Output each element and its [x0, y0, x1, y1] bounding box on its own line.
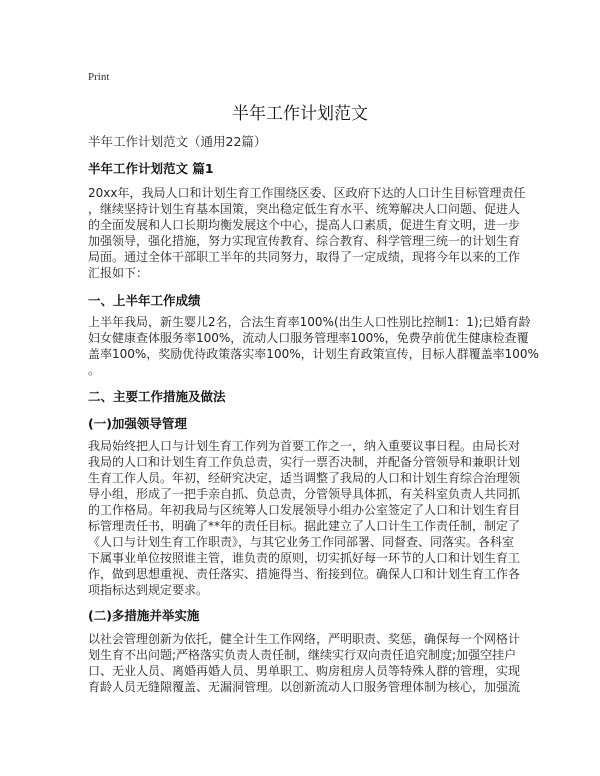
- paragraph-line: 作，做到思想重视、责任落实、措施得当、衔接到位。确保人口和计划生育工作各: [88, 567, 521, 581]
- paragraph-line: 20xx年，我局人口和计划生育工作围绕区委、区政府下达的人口计生目标管理责任: [88, 186, 526, 200]
- paragraph-line: 盖率100%，奖励优待政策落实率100%，计划生育政策宣传，目标人群覆盖率100%: [88, 347, 539, 361]
- paragraph-line: 的全面发展和人口长期均衡发展这个中心，提高人口素质，促进生育文明，进一步: [88, 218, 521, 232]
- paragraph-line: 我局始终把人口与计划生育工作列为首要工作之一，纳入重要议事日程。由局长对: [88, 439, 521, 453]
- paragraph-line: 下属事业单位按照谁主管，谁负责的原则，切实抓好每一环节的人口和计划生育工: [88, 551, 521, 565]
- paragraph-line: 项指标达到规定要求。: [88, 583, 209, 597]
- intro-paragraph: [88, 185, 526, 281]
- paragraph-line: 我局的人口和计划生育工作负总责，实行一票否决制，并配备分管领导和兼职计划: [88, 455, 521, 469]
- heading-results: 一、上半年工作成绩: [88, 293, 201, 308]
- section-title: 半年工作计划范文 篇1: [88, 161, 214, 176]
- paragraph-line: 生育工作人员。年初，经研究决定，适当调整了我局的人口和计划生育综合治理领: [88, 471, 521, 485]
- paragraph-line: 妇女健康查体服务率100%，流动人口服务管理率100%，免费孕前优生健康检查覆: [88, 331, 529, 345]
- paragraph-line: 《人口与计划生育工作职责》，与其它业务工作同部署、同督查、同落实。各科室: [88, 535, 515, 549]
- measures-paragraph: [88, 631, 521, 695]
- paragraph-line: 加强领导，强化措施，努力实现宣传教育、综合教育、科学管理三统一的计划生育: [88, 234, 521, 248]
- paragraph-line: 上半年我局，新生婴儿2名，合法生育率100%(出生人口性别比控制1：1);已婚育龄: [88, 315, 531, 329]
- paragraph-line: 导小组，形成了一把手亲自抓、负总责，分管领导具体抓，有关科室负责人共同抓: [88, 487, 521, 501]
- paragraph-line: 以社会管理创新为依托，健全计生工作网络，严明职责、奖惩，确保每一个网格计: [88, 632, 521, 646]
- paragraph-line: 标管理责任书，明确了**年的责任目标。据此建立了人口计生工作责任制，制定了: [88, 519, 521, 533]
- paragraph-line: 汇报如下：: [88, 266, 149, 280]
- paragraph-line: 育龄人员无缝隙覆盖、无漏洞管理。以创新流动人口服务管理体制为核心，加强流: [88, 680, 521, 694]
- leadership-paragraph: [88, 438, 521, 598]
- print-link[interactable]: Print: [88, 71, 110, 83]
- subheading-measures: (二)多措施并举实施: [88, 608, 200, 623]
- subheading-leadership: (一)加强领导管理: [88, 416, 187, 431]
- paragraph-line: ，继续坚持计划生育基本国策，突出稳定低生育水平、统筹解决人口问题、促进人: [88, 202, 521, 216]
- heading-measures: 二、主要工作措施及做法: [88, 389, 226, 404]
- paragraph-line: 的工作格局。年初我局与区统筹人口发展领导小组办公室签定了人口和计划生育目: [88, 503, 521, 517]
- document-subtitle: 半年工作计划范文（通用22篇）: [88, 134, 267, 149]
- paragraph-line: 划生育不出问题;严格落实负责人责任制，继续实行双向责任追究制度;加强空挂户: [88, 648, 517, 662]
- paragraph-line: 口、无业人员、离婚再婚人员、男单职工、购房租房人员等特殊人群的管理，实现: [88, 664, 521, 678]
- results-paragraph: [88, 314, 539, 378]
- paragraph-line: 。: [88, 363, 101, 377]
- page-title: 半年工作计划范文: [232, 104, 368, 124]
- paragraph-line: 局面。通过全体干部职工半年的共同努力，取得了一定成绩，现将今年以来的工作: [88, 250, 521, 264]
